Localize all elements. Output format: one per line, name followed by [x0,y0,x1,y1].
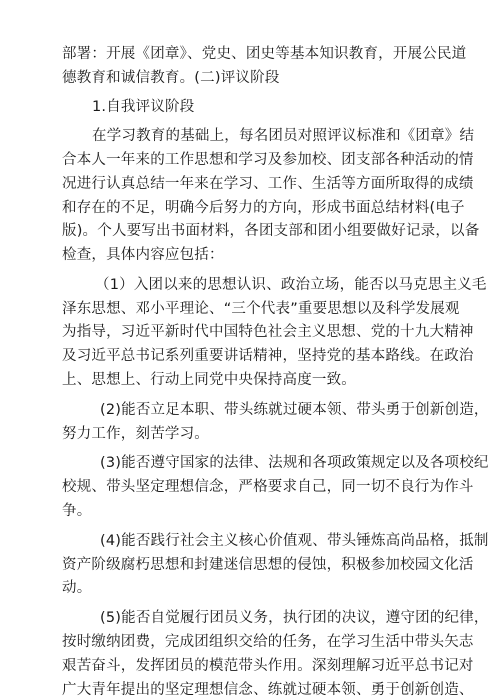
section-heading: 1.自我评议阶段 [92,99,195,115]
list-item-line: 动。 [62,580,92,596]
paragraph-line: 德教育和诚信教育。(二)评议阶段 [62,70,280,86]
list-item-line: 按时缴纳团费，完成团组织交给的任务，在学习生活中带头矢志 [62,634,474,650]
list-item-line: (5)能否自觉履行团员义务，执行团的决议，遵守团的纪律， [100,610,489,626]
paragraph-line: 部署：开展《团章》、党史、团史等基本知识教育，开展公民道 [62,46,467,62]
list-item-line: 努力工作，刻苦学习。 [62,426,209,442]
list-item-line: 校规、带头坚定理想信念，严格要求自己，同一切不良行为作斗 [62,479,474,495]
list-item-line: (3)能否遵守国家的法律、法规和各项政策规定以及各项校纪 [100,455,489,471]
list-item-line: 为指导，习近平新时代中国特色社会主义思想、党的十九大精神 [62,324,474,340]
list-item-line: （1）入团以来的思想认识、政治立场，能否以马克思主义毛 [95,277,487,293]
paragraph-line: 在学习教育的基础上，每名团员对照评议标准和《团章》结 [92,128,475,144]
paragraph-line: 检查，具体内容应包括： [62,247,224,263]
paragraph-line: 况进行认真总结一年来在学习、工作、生活等方面所取得的成绩 [62,176,474,192]
paragraph-line: 版)。个人要写出书面材料，各团支部和团小组要做好记录，以备 [62,223,480,239]
list-item-line: 资产阶级腐朽思想和封建迷信思想的侵蚀，积极参加校园文化活 [62,557,474,573]
list-item-line: 争。 [62,503,92,519]
list-item-line: 上、思想上、行动上同党中央保持高度一致。 [62,372,356,388]
list-item-line: 广大青年提出的坚定理想信念、练就过硬本领、勇于创新创造、 [62,682,474,698]
list-item-line: 泽东思想、邓小平理论、“三个代表”重要思想以及科学发展观 [62,301,460,317]
list-item-line: (2)能否立足本职、带头练就过硬本领、带头勇于创新创造， [100,402,489,418]
list-item-line: 及习近平总书记系列重要讲话精神，坚持党的基本路线。在政治 [62,348,474,364]
list-item-line: (4)能否践行社会主义核心价值观、带头锤炼高尚品格，抵制 [100,533,489,549]
paragraph-line: 和存在的不足，明确今后努力的方向，形成书面总结材料(电子 [62,200,465,216]
paragraph-line: 合本人一年来的工作思想和学习及参加校、团支部各种活动的情 [62,152,474,168]
list-item-line: 艰苦奋斗，发挥团员的模范带头作用。深刻理解习近平总书记对 [62,658,474,674]
